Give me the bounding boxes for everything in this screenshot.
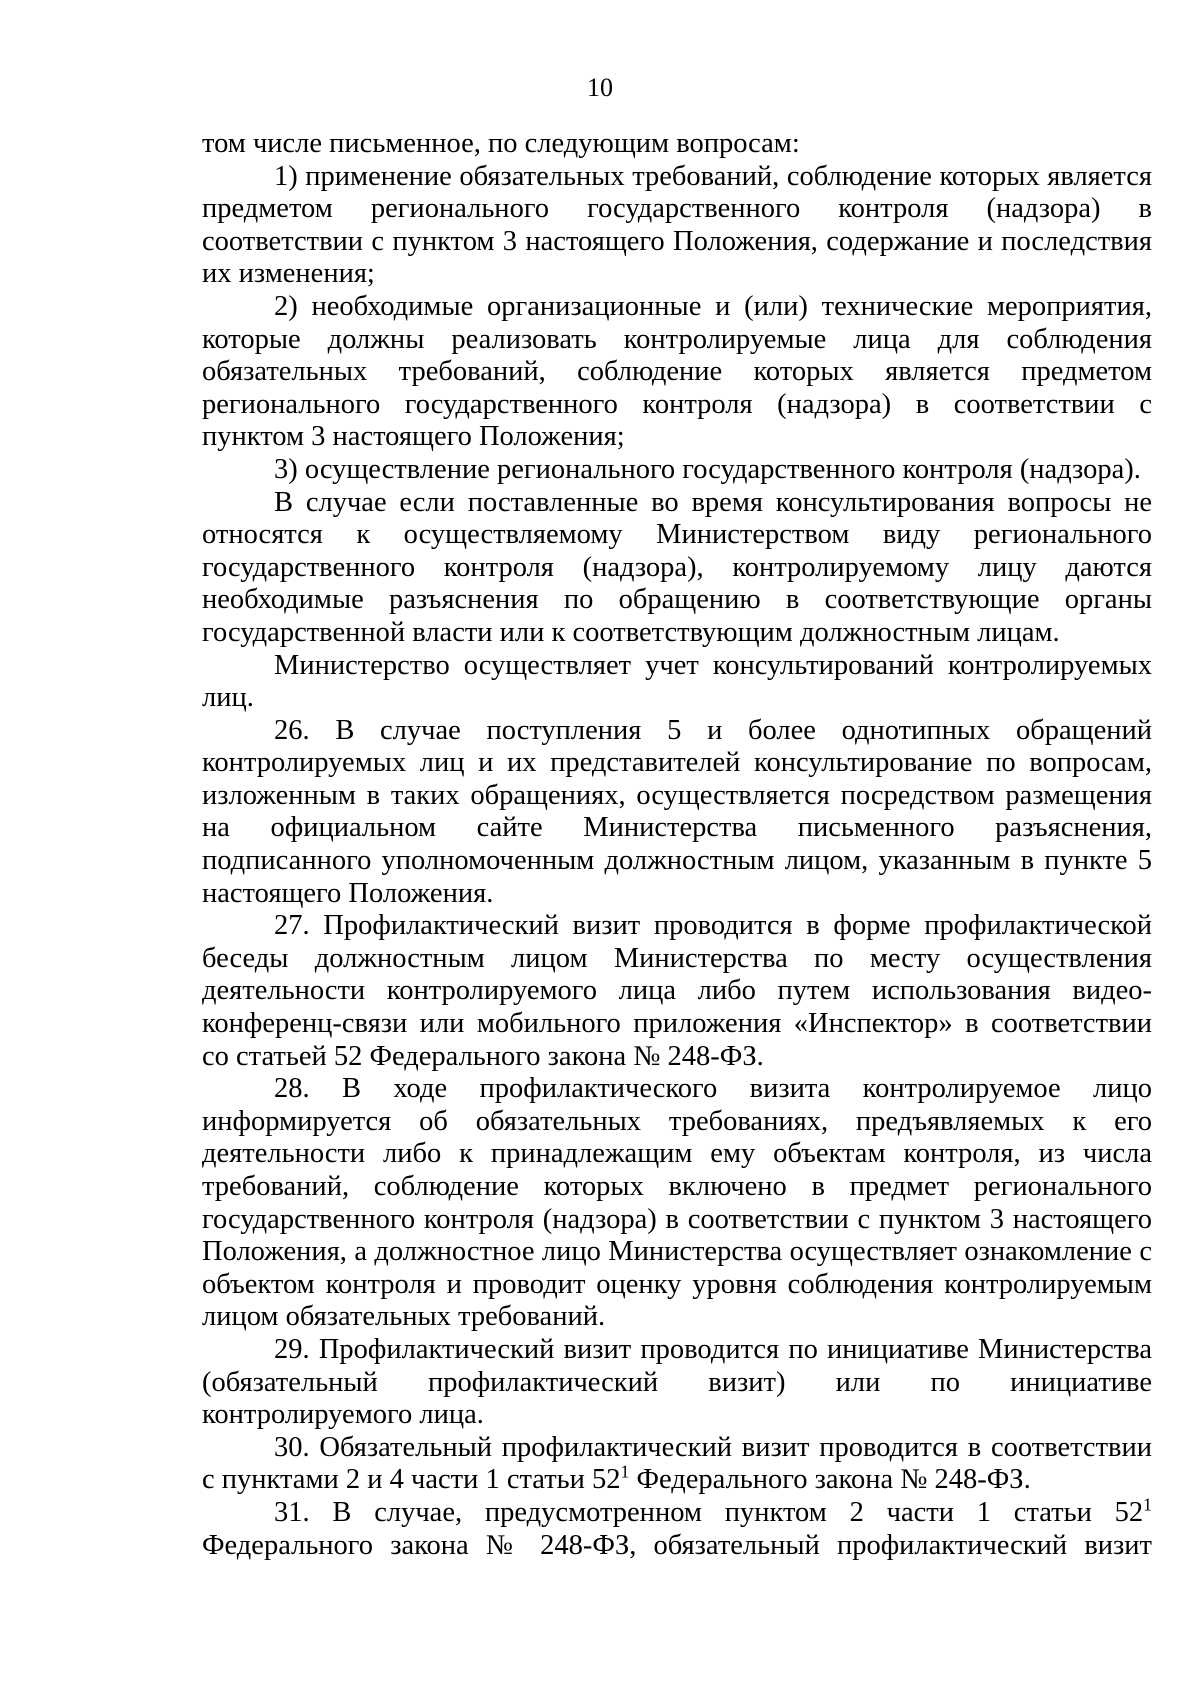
- document-body: [202, 128, 1152, 1562]
- paragraph-redirect-clarification: В случае если поставленные во время консультирования вопросы не относятся к осуществляемому Министерством виду регионального государственного контроля (надзора), контролируемому лицу даются необходимые разъяснения по обращению в соответствующие органы государственной власти или к соответствующим должностным лицам.: [202, 486, 1152, 648]
- paragraph-item-3: 3) осуществление регионального государственного контроля (надзора).: [274, 453, 1141, 485]
- paragraph-continuation: том числе письменное, по следующим вопросам:: [202, 128, 800, 159]
- paragraph-30-text-before: 30. Обязательный профилактический визит проводится в соответствии с пунктами 2 и 4 части 1 статьи 52: [202, 1431, 1152, 1496]
- paragraph-29: 29. Профилактический визит проводится по инициативе Министерства (обязательный профилактический визит) или по инициативе контролируемого лица.: [202, 1333, 1152, 1431]
- paragraph-consultation-record: Министерство осуществляет учет консультирований контролируемых лиц.: [202, 649, 1152, 714]
- paragraph-31-superscript: 1: [1143, 1494, 1152, 1515]
- paragraph-30-text-after: Федерального закона № 248-ФЗ.: [629, 1464, 1031, 1496]
- paragraph-28: 28. В ходе профилактического визита контролируемое лицо информируется об обязательных требованиях, предъявляемых к его деятельности либо к принадлежащим ему объектам контроля, из числа требований, соблюдение которых включено в предмет регионального государственного контроля (надзора) в соответствии с пунктом 3 настоящего Положения, а должностное лицо Министерства осуществляет ознакомление с объектом контроля и проводит оценку уровня соблюдения контролируемым лицом обязательных требований.: [202, 1073, 1152, 1333]
- paragraph-31-text-before: 31. В случае, предусмотренном пунктом 2 части 1 статьи 52: [274, 1496, 1144, 1528]
- paragraph-item-1: 1) применение обязательных требований, соблюдение которых является предметом регионального государственного контроля (надзора) в соответствии с пунктом 3 настоящего Положения, содержание и последствия их изменения;: [202, 160, 1152, 290]
- paragraph-31: [202, 1494, 1152, 1562]
- paragraph-30-superscript: 1: [620, 1461, 630, 1482]
- page-number: 10: [587, 73, 613, 102]
- paragraph-26: 26. В случае поступления 5 и более однотипных обращений контролируемых лиц и их представителей консультирование по вопросам, изложенным в таких обращениях, осуществляется посредством размещения на официальном сайте Министерства письменного разъяснения, подписанного уполномоченным должностным лицом, указанным в пункте 5 настоящего Положения.: [202, 714, 1152, 909]
- paragraph-30: [202, 1432, 1152, 1497]
- paragraph-31-text-after: Федерального закона № 248-ФЗ, обязательный профилактический визит: [202, 1529, 1152, 1561]
- paragraph-27: 27. Профилактический визит проводится в форме профилактической беседы должностным лицом Министерства по месту осуществления деятельности контролируемого лица либо путем использования видео-конференц-связи или мобильного приложения «Инспектор» в соответствии со статьей 52 Федерального закона № 248-ФЗ.: [202, 910, 1152, 1072]
- paragraph-item-2: 2) необходимые организационные и (или) технические мероприятия, которые должны реализовать контролируемые лица для соблюдения обязательных требований, соблюдение которых является предметом регионального государственного контроля (надзора) в соответствии с пунктом 3 настоящего Положения;: [202, 290, 1152, 453]
